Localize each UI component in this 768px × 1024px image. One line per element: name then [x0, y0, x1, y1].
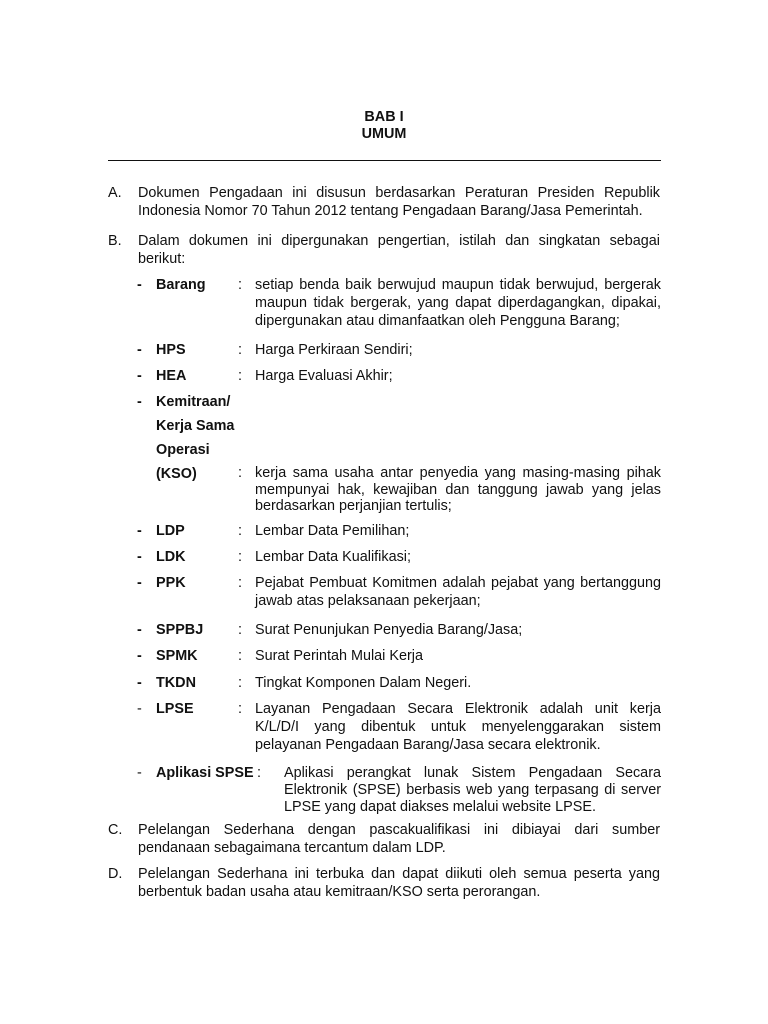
- definition-term-line: Operasi: [156, 442, 210, 458]
- definition-colon: :: [238, 368, 242, 384]
- definition-text: Surat Penunjukan Penyedia Barang/Jasa;: [255, 622, 523, 638]
- definition-term: SPPBJ: [156, 622, 204, 638]
- definition-colon: :: [238, 701, 242, 717]
- section-a-label: A.: [108, 185, 122, 201]
- definition-term: SPMK: [156, 648, 198, 664]
- definition-dash: -: [137, 622, 142, 638]
- definition-term: Barang: [156, 277, 206, 293]
- definition-term-line: Kemitraan/: [156, 394, 231, 410]
- definition-colon: :: [238, 465, 242, 481]
- definition-term: LDP: [156, 523, 185, 539]
- definition-text: kerja sama usaha antar penyedia yang masing-masing pihak mempunyai hak, kewajiban dan tanggung jawab yang jelas berdasarkan perjanjian tertulis;: [255, 465, 661, 514]
- definition-dash: -: [137, 277, 142, 293]
- definition-term: HPS: [156, 342, 186, 358]
- definition-dash: -: [137, 648, 142, 664]
- definition-term: LPSE: [156, 701, 194, 717]
- definition-term-line: (KSO): [156, 466, 197, 482]
- section-a-text: Dokumen Pengadaan ini disusun berdasarkan Peraturan Presiden Republik Indonesia Nomor 70 Tahun 2012 tentang Pengadaan Barang/Jasa Pemerintah.: [138, 185, 660, 219]
- definition-text: Tingkat Komponen Dalam Negeri.: [255, 675, 472, 691]
- definition-text: Lembar Data Pemilihan;: [255, 523, 410, 539]
- section-b-label: B.: [108, 233, 122, 249]
- definition-text: Harga Evaluasi Akhir;: [255, 368, 393, 384]
- definition-term: HEA: [156, 368, 187, 384]
- definition-dash: -: [137, 523, 142, 539]
- definition-colon: :: [238, 622, 242, 638]
- definition-colon: :: [238, 523, 242, 539]
- chapter-number: BAB I: [364, 109, 404, 125]
- definition-term: PPK: [156, 575, 186, 591]
- definition-text: setiap benda baik berwujud maupun tidak berwujud, bergerak maupun tidak bergerak, yang dapat diperdagangkan, dipakai, dipergunakan atau dimanfaatkan oleh Pengguna Barang;: [255, 277, 661, 329]
- definition-term-line: Kerja Sama: [156, 418, 235, 434]
- definition-colon: :: [257, 765, 261, 781]
- definition-dash: -: [137, 368, 142, 384]
- definition-dash: -: [137, 342, 142, 358]
- definition-colon: :: [238, 549, 242, 565]
- definition-text: Harga Perkiraan Sendiri;: [255, 342, 413, 358]
- title-divider: [108, 160, 661, 161]
- definition-dash: -: [137, 394, 142, 410]
- definition-colon: :: [238, 575, 242, 591]
- definition-colon: :: [238, 675, 242, 691]
- chapter-title: UMUM: [361, 126, 407, 142]
- definition-text: Aplikasi perangkat lunak Sistem Pengadaan Secara Elektronik (SPSE) berbasis web yang terpasang di server LPSE yang dapat diakses melalui website LPSE.: [284, 765, 661, 815]
- definition-term: LDK: [156, 549, 186, 565]
- definition-dash: -: [137, 549, 142, 565]
- definition-text: Surat Perintah Mulai Kerja: [255, 648, 423, 664]
- definition-term: TKDN: [156, 675, 196, 691]
- definition-term: Aplikasi SPSE: [156, 765, 254, 781]
- definition-dash: -: [137, 701, 142, 717]
- section-b-text: Dalam dokumen ini dipergunakan pengertian, istilah dan singkatan sebagai berikut:: [138, 233, 660, 267]
- section-d-label: D.: [108, 866, 123, 882]
- definition-colon: :: [238, 648, 242, 664]
- definition-colon: :: [238, 277, 242, 293]
- section-c-text: Pelelangan Sederhana dengan pascakualifikasi ini dibiayai dari sumber pendanaan sebagaimana tercantum dalam LDP.: [138, 822, 660, 856]
- definition-colon: :: [238, 342, 242, 358]
- definition-dash: -: [137, 675, 142, 691]
- section-c-label: C.: [108, 822, 123, 838]
- definition-text: Pejabat Pembuat Komitmen adalah pejabat yang bertanggung jawab atas pelaksanaan pekerjaan;: [255, 575, 661, 609]
- definition-dash: -: [137, 765, 142, 781]
- definition-dash: -: [137, 575, 142, 591]
- definition-text: Lembar Data Kualifikasi;: [255, 549, 411, 565]
- section-d-text: Pelelangan Sederhana ini terbuka dan dapat diikuti oleh semua peserta yang berbentuk badan usaha atau kemitraan/KSO serta perorangan.: [138, 866, 660, 900]
- definition-text: Layanan Pengadaan Secara Elektronik adalah unit kerja K/L/D/I yang dibentuk untuk menyelenggarakan sistem pelayanan Pengadaan Barang/Jasa secara elektronik.: [255, 701, 661, 753]
